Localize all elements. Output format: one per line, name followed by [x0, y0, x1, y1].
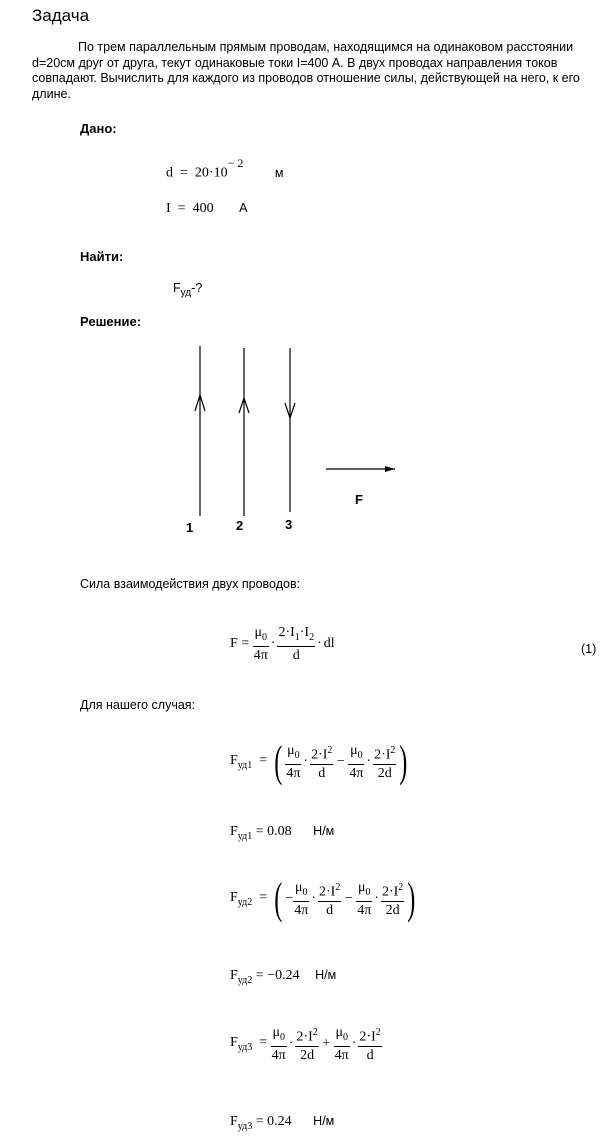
f3-formula: $F_{уд3}$ = $\frac{\mu_0}{4\pi}$ · $\frac{2\cdot I^2}{2d}$ + $\frac{\mu_0}{4\pi}$ · $\frac{2\cdot I^2}{d}$ [230, 1025, 381, 1063]
given-heading: Дано: [80, 121, 117, 136]
solution-heading: Решение: [80, 314, 142, 329]
given-d: $d = 20\cdot 10^{- 2}$ м [166, 156, 284, 181]
our-case-text: Для нашего случая: [80, 698, 196, 712]
wire-label-2: 2 [236, 518, 244, 533]
formula-1: F = $\frac{\mu_0}{4\pi}$ · $\frac{2\cdot I_1\cdot I_2}{d}$ · dl [230, 625, 335, 663]
interaction-text: Сила взаимодействия двух проводов: [80, 577, 301, 591]
wire-label-1: 1 [186, 520, 194, 535]
f1-result: $F_{уд1} = 0.08$ Н/м [230, 824, 335, 842]
formula-number: (1) [581, 642, 597, 656]
find-heading: Найти: [80, 249, 124, 264]
problem-statement: По трем параллельным прямым проводам, находящимся на одинаковом расстоянии d=20см друг от друга, текут одинаковые токи I=400 А. В двух проводах направления токов совпадают. Вычислить для каждого из проводов отношение силы, действующей на него, к его длине. [32, 40, 580, 101]
wires-diagram [0, 340, 615, 540]
f3-result: $F_{уд3} = 0.24$ Н/м [230, 1114, 335, 1132]
force-arrow-icon [385, 466, 395, 472]
force-label: F [355, 492, 363, 507]
given-i: I = 400 А [166, 201, 248, 216]
f2-result: $F_{уд2} = -0.24$ Н/м [230, 968, 337, 986]
f1-formula: $F_{уд1}$ = ( $\frac{\mu_0}{4\pi}$ · $\frac{2\cdot I^2}{d}$ − $\frac{\mu_0}{4\pi}$ · $\frac{2\cdot I^2}{2d}$ ) [230, 737, 408, 786]
page-title: Задача [32, 6, 90, 25]
find-force: $F_{уд}-$? [173, 281, 203, 299]
f2-formula: $F_{уд2}$ = ( − $\frac{\mu_0}{4\pi}$ · $\frac{2\cdot I^2}{d}$ − $\frac{\mu_0}{4\pi}$ · $\frac{2\cdot I^2}{2d}$ ) [230, 874, 416, 923]
wire-label-3: 3 [285, 517, 293, 532]
